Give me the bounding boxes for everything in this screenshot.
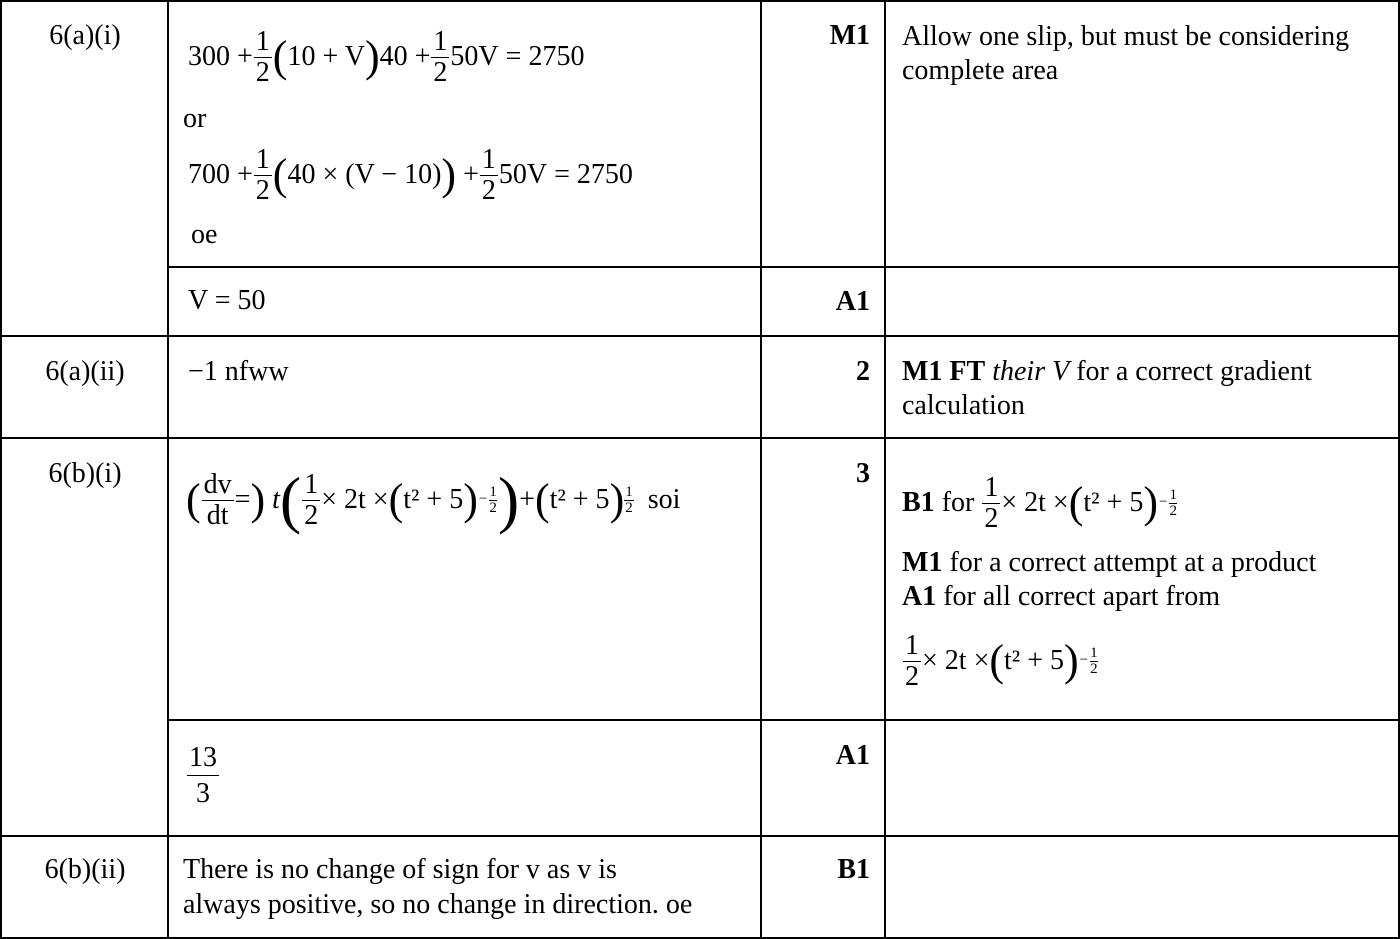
- mark-value: M1: [829, 20, 870, 51]
- mark-value: 2: [856, 356, 870, 387]
- answer-derivative: ( $\frac{dv}{dt}$ = ) t ( $\frac{1}{2}$ × 2t × ( t² + 5 ) − $\frac{1}{2}$ ) + ( t² + 5 ) 1 2 soi: [186, 464, 681, 535]
- guidance-text: Allow one slip, but must be considering complete area: [902, 21, 1350, 86]
- grid-line: [0, 335, 1400, 337]
- answer-line-1: There is no change of sign for v as v is: [183, 854, 617, 885]
- guidance-b1: B1 for $\frac{1}{2}$ × 2t × ( t² + 5 ) − $\frac{1}{2}$: [902, 472, 1177, 534]
- grid-line: [0, 835, 1400, 837]
- grid-line: [168, 719, 1400, 721]
- answer-equation-1: 300 + $\frac{1}{2}$ ( 10 + V ) 40 + $\frac{1}{2}$ 50V = 2750: [188, 26, 585, 88]
- grid-line: [168, 266, 1400, 268]
- answer-or: or: [183, 103, 207, 134]
- answer-gradient: −1 nfww: [188, 356, 289, 387]
- answer-fraction: $\frac{13}{3}$: [189, 742, 217, 809]
- answer-oe: oe: [191, 219, 218, 250]
- grid-line: [0, 0, 1400, 2]
- mark-value: 3: [856, 458, 870, 489]
- mark-value: B1: [837, 854, 870, 885]
- mark-value: A1: [835, 286, 870, 317]
- grid-line: [760, 0, 762, 939]
- question-label: 6(b)(i): [48, 458, 122, 489]
- question-label: 6(a)(i): [49, 20, 121, 51]
- question-label: 6(a)(ii): [45, 356, 125, 387]
- answer-line-2: always positive, so no change in direction. oe: [183, 889, 693, 920]
- guidance-m1: M1 for a correct attempt at a product: [902, 547, 1317, 578]
- mark-value: A1: [835, 740, 870, 771]
- question-label: 6(b)(ii): [44, 854, 126, 885]
- grid-line: [0, 437, 1400, 439]
- guidance-text: M1 FT their V for a correct gradient calculation: [902, 356, 1312, 421]
- answer-v-value: V = 50: [188, 285, 266, 316]
- grid-line: [884, 0, 886, 939]
- guidance-a1: A1 for all correct apart from: [902, 581, 1220, 612]
- exp-sign: −: [478, 491, 488, 508]
- guidance-a1-expression: $\frac{1}{2}$ × 2t × ( t² + 5 ) − $\frac{1}{2}$: [905, 630, 1098, 692]
- answer-equation-2: 700 + $\frac{1}{2}$ ( 40 × (V − 10) ) + $\frac{1}{2}$ 50V = 2750: [188, 144, 633, 206]
